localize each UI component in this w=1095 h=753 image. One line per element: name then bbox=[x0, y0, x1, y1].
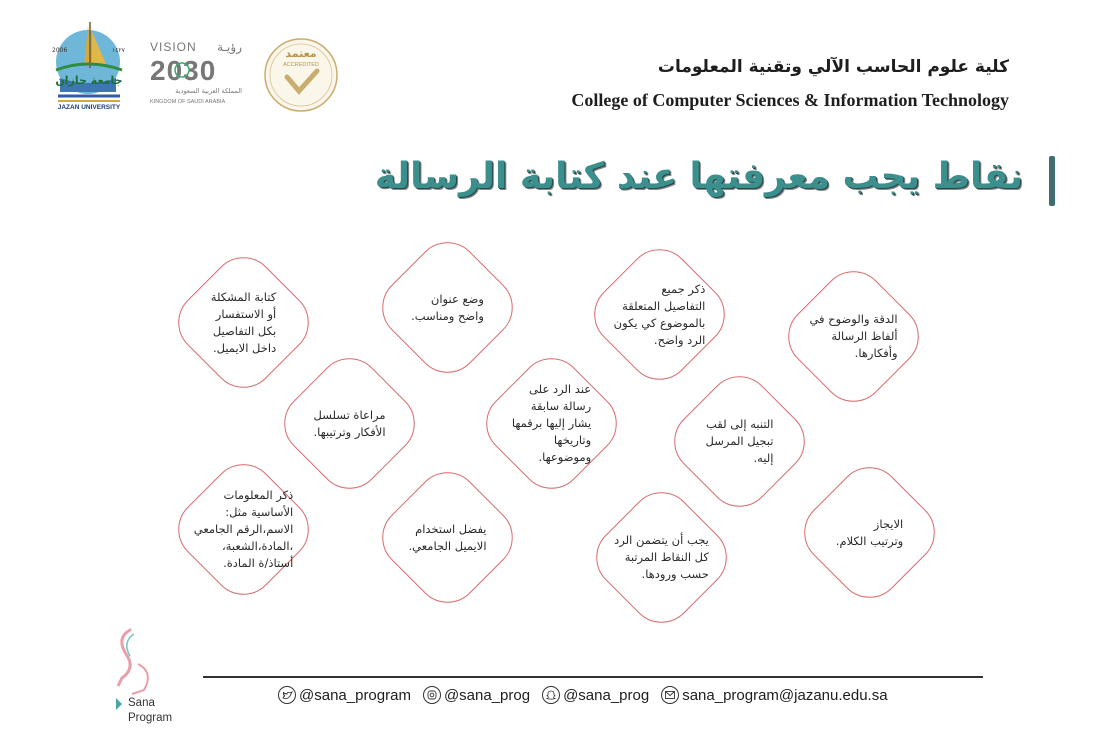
instagram-link[interactable] bbox=[423, 686, 530, 704]
svg-text:المملكة العربية السعودية: المملكة العربية السعودية bbox=[175, 87, 242, 95]
svg-text:2006: 2006 bbox=[52, 47, 68, 54]
sana-program-label bbox=[128, 696, 172, 726]
college-name-arabic: كلية علوم الحاسب الآلي وتقنية المعلومات bbox=[657, 57, 1009, 77]
point-text: ذكر المعلومات الأساسية مثل: الاسم،الرقم الجامعي ،المادة،الشعبة، أستاذ/ة المادة. bbox=[193, 488, 294, 570]
email-link[interactable] bbox=[661, 686, 887, 704]
svg-text:ACCREDITED: ACCREDITED bbox=[283, 62, 319, 68]
page-title: نقاط يجب معرفتها عند كتابة الرسالة bbox=[374, 156, 1023, 197]
point-text: يفضل استخدام الايميل الجامعي. bbox=[408, 521, 487, 553]
email-address: sana_program@jazanu.edu.sa bbox=[682, 686, 888, 704]
point-bubble bbox=[370, 460, 525, 615]
point-bubble bbox=[166, 452, 321, 607]
svg-text:معتمد: معتمد bbox=[285, 47, 317, 60]
point-text: التنبه إلى لقب تبجيل المرسل إليه. bbox=[705, 417, 774, 465]
point-text: عند الرد على رسالة سابقة يشار إليها برقمها وتاريخها وموضوعها. bbox=[511, 382, 592, 464]
point-text: يجب أن يتضمن الرد كل النقاط المرتبة حسب ورودها. bbox=[614, 533, 709, 581]
svg-text:2030: 2030 bbox=[150, 55, 217, 86]
jazan-university-logo bbox=[48, 18, 130, 110]
sana-brand-line1: Sana bbox=[128, 697, 155, 709]
twitter-handle: @sana_program bbox=[299, 686, 411, 704]
accredited-seal bbox=[263, 37, 339, 113]
snapchat-link[interactable] bbox=[542, 686, 649, 704]
point-text: الايجاز وترتيب الكلام. bbox=[835, 516, 904, 548]
title-accent-bar bbox=[1049, 156, 1055, 206]
point-text: ذكر جميع التفاصيل المتعلقة بالموضوع كي يكون الرد واضح. bbox=[613, 281, 706, 347]
twitter-icon bbox=[278, 686, 296, 704]
point-bubble bbox=[584, 480, 739, 635]
svg-text:VISION: VISION bbox=[150, 40, 197, 54]
college-name-english: College of Computer Sciences & Information Technology bbox=[571, 90, 1009, 110]
point-text: وضع عنوان واضح ومناسب. bbox=[411, 291, 484, 323]
point-bubble bbox=[792, 455, 947, 610]
sana-brand-line2: Program bbox=[128, 712, 173, 724]
email-icon bbox=[661, 686, 679, 704]
snapchat-icon bbox=[542, 686, 560, 704]
svg-text:KINGDOM OF SAUDI ARABIA: KINGDOM OF SAUDI ARABIA bbox=[150, 99, 226, 105]
svg-text:جامعة جازان: جامعة جازان bbox=[55, 74, 123, 87]
svg-text:JAZAN UNIVERSITY: JAZAN UNIVERSITY bbox=[57, 104, 121, 110]
snapchat-handle: @sana_prog bbox=[563, 686, 650, 704]
instagram-icon bbox=[423, 686, 441, 704]
point-text: مراعاة تسلسل الأفكار وترتيبها. bbox=[313, 407, 386, 439]
instagram-handle: @sana_prog bbox=[443, 686, 531, 704]
point-text: كتابة المشكلة أو الاستفسار بكل التفاصيل داخل الايميل. bbox=[210, 289, 277, 355]
svg-text:رؤيـة: رؤيـة bbox=[217, 40, 242, 54]
point-text: الدقة والوضوح في ألفاظ الرسالة وأفكارها. bbox=[809, 312, 898, 360]
footer-divider bbox=[203, 676, 983, 678]
twitter-link[interactable] bbox=[278, 686, 411, 704]
contact-links bbox=[278, 686, 888, 704]
svg-text:١٤٢٧: ١٤٢٧ bbox=[112, 47, 125, 54]
vision-2030-logo bbox=[148, 38, 244, 106]
